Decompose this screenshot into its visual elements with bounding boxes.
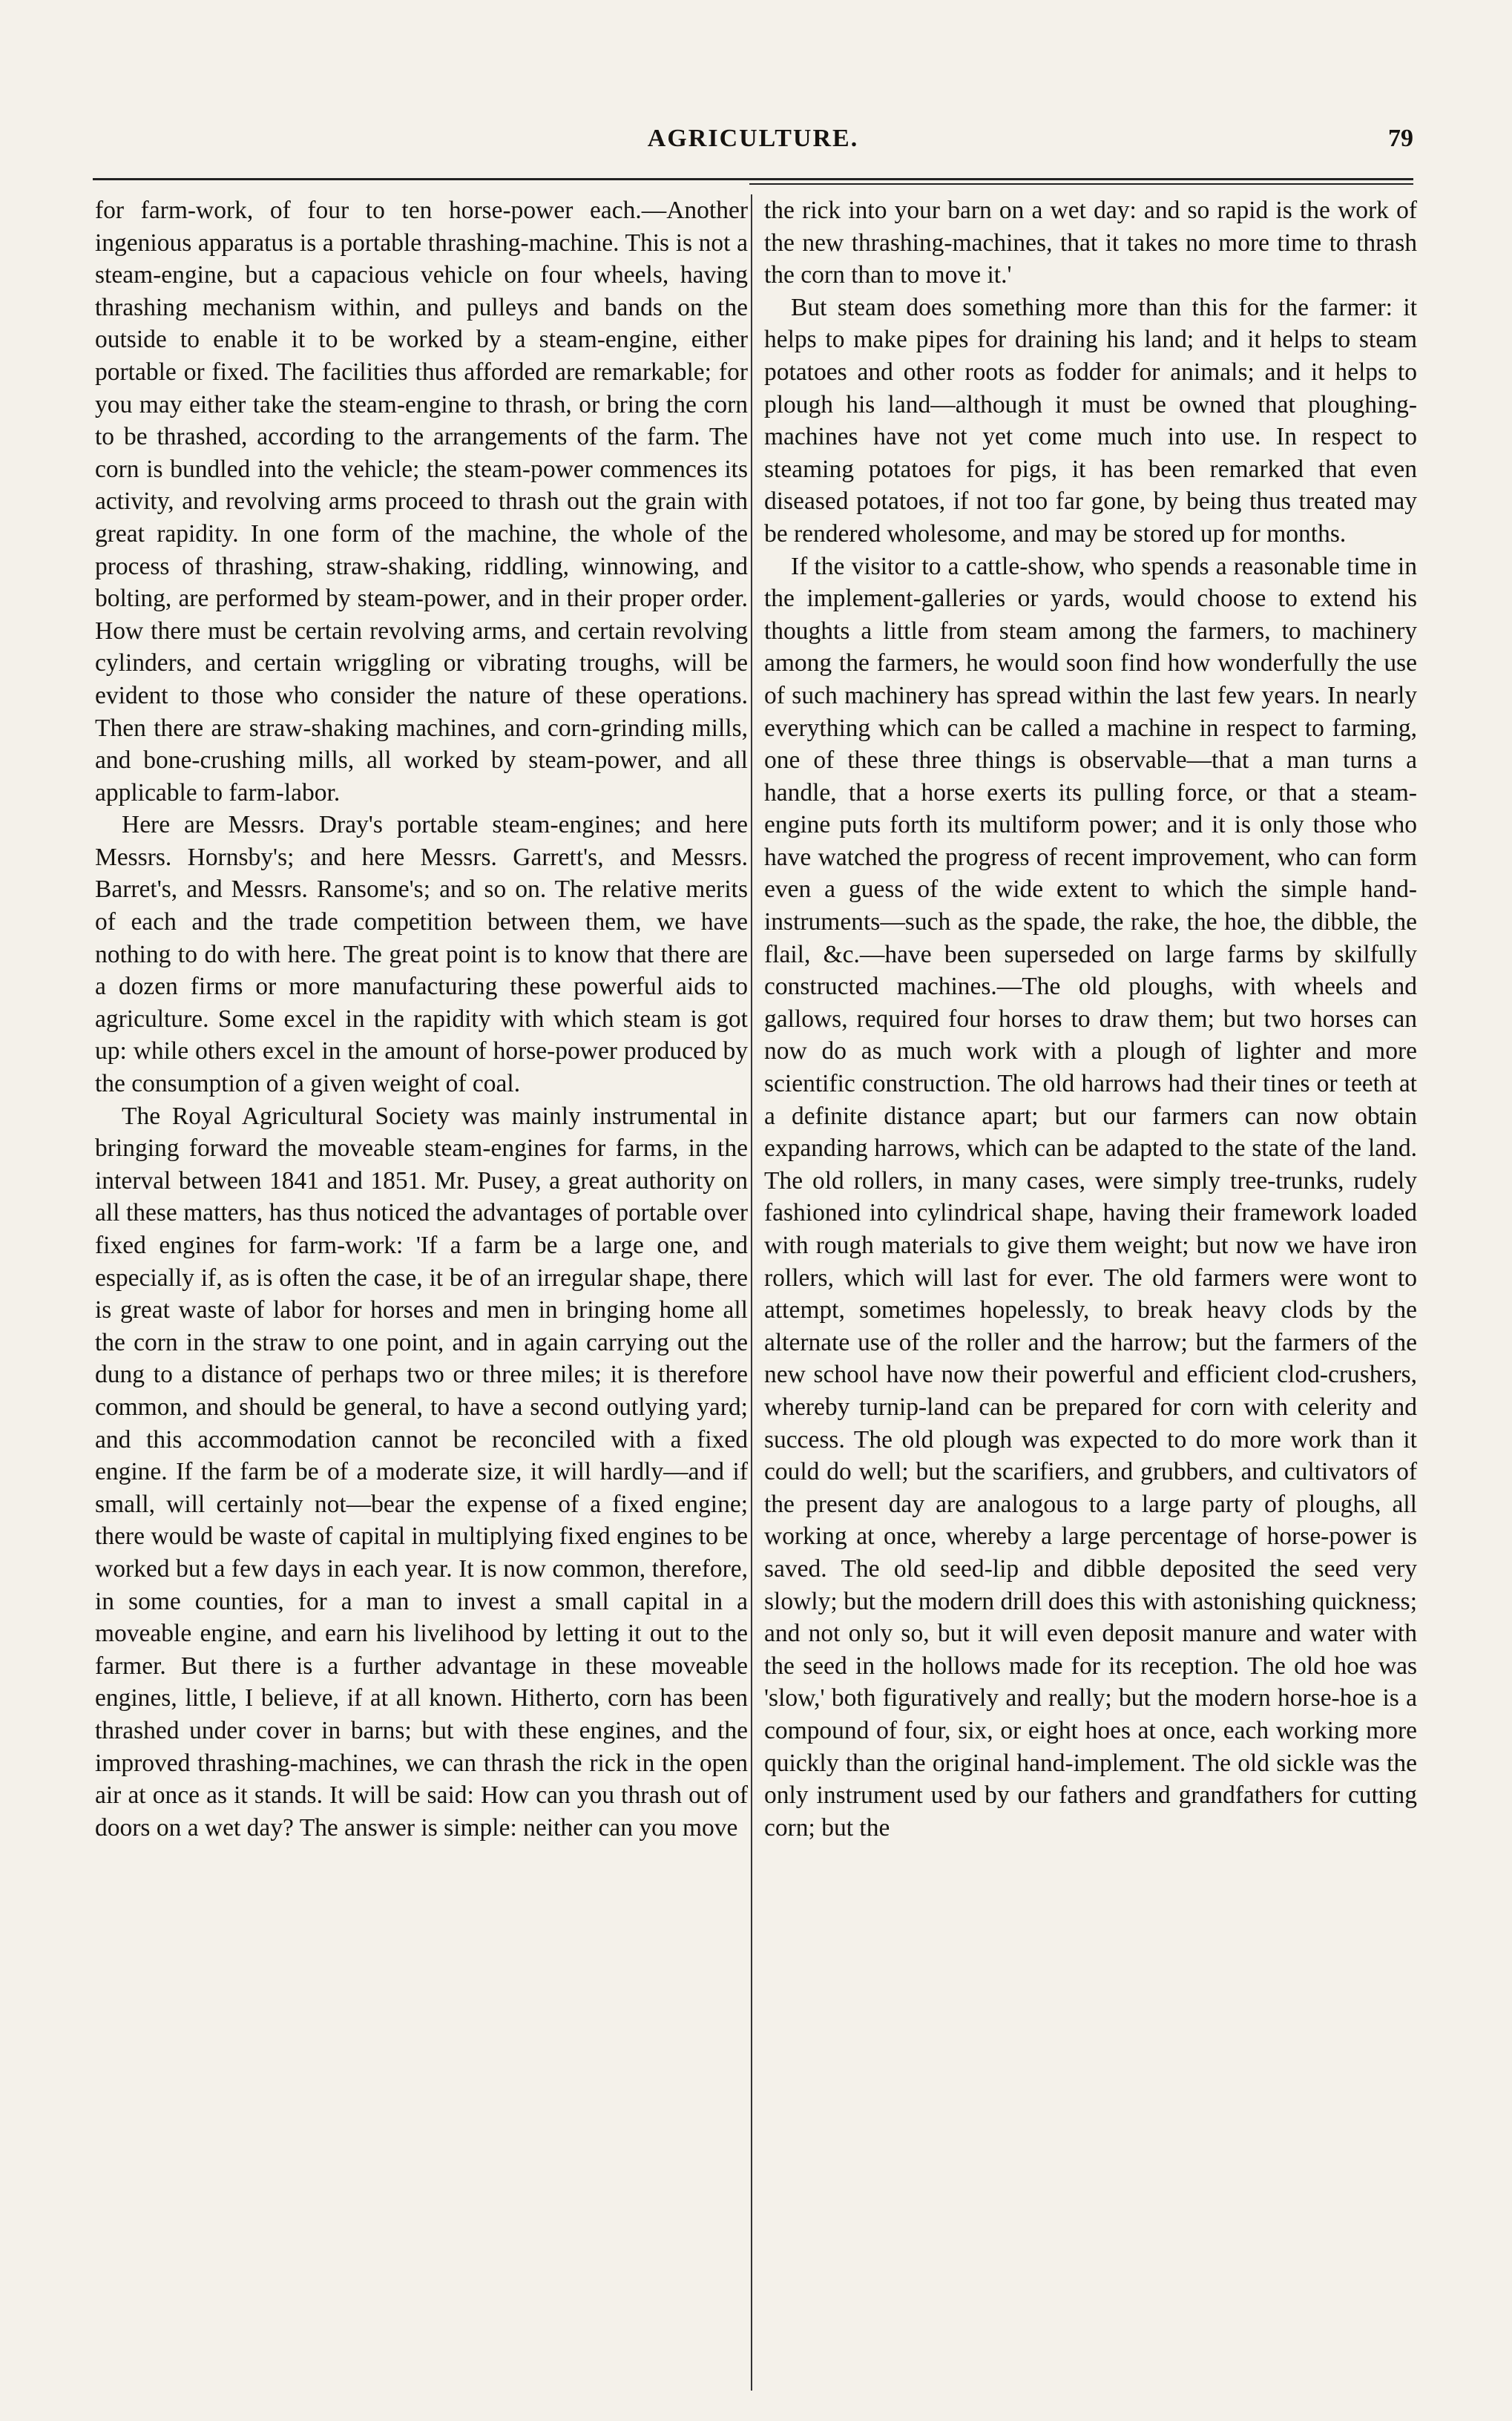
paragraph: The Royal Agricultural Society was mainly instrumental in bringing forward the moveable steam-engines for farms, in the interval between 1841 and 1851. Mr. Pusey, a great authority on all these matters, has thus noticed the advantages of portable over fixed engines for farm-work: 'If a farm be a large one, and especially if, as is often the case, it be of an irregular shape, there is great waste of labor for horses and men in bringing home all the corn in the straw to one point, and in again carrying out the dung to a distance of perhaps two or three miles; it is therefore common, and should be general, to have a second outlying yard; and this accommodation cannot be reconciled with a fixed engine. If the farm be of a moderate size, it will hardly—and if small, will certainly not—bear the expense of a fixed engine; there would be waste of capital in multiplying fixed engines to be worked but a few days in each year. It is now common, therefore, in some counties, for a man to invest a small capital in a moveable engine, and earn his livelihood by letting it out to the farmer. But there is a further advantage in these moveable engines, little, I believe, if at all known. Hitherto, corn has been thrashed under cover in barns; but with these engines, and the improved thrashing-machines, we can thrash the rick in the open air at once as it stands. It will be said: How can you thrash out of doors on a wet day? The answer is simple: neither can you move: [95, 1102, 748, 1842]
column-divider: [751, 194, 752, 2391]
paragraph: Here are Messrs. Dray's portable steam-engines; and here Messrs. Hornsby's; and here Messrs. Garrett's, and Messrs. Barret's, and Messrs. Ransome's; and so on. The relative merits of each and the trade competition between them, we have nothing to do with here. The great point is to know that there are a dozen firms or more manufacturing these powerful aids to agriculture. Some excel in the rapidity with which steam is got up: while others excel in the amount of horse-power produced by the consumption of a given weight of coal.: [95, 811, 748, 1098]
left-column: [95, 194, 748, 1844]
running-title: AGRICULTURE.: [647, 125, 859, 152]
page-number: 79: [1388, 125, 1413, 152]
header-rule-secondary: [749, 183, 1413, 185]
header-rule: [93, 178, 1413, 180]
right-column: [764, 194, 1417, 1844]
paragraph: the rick into your barn on a wet day: and so rapid is the work of the new thrashing-machines, that it takes no more time to thrash the corn than to move it.': [764, 197, 1417, 289]
paragraph: But steam does something more than this for the farmer: it helps to make pipes for draining his land; and it helps to steam potatoes and other roots as fodder for animals; and it helps to plough his land—although it must be owned that ploughing-machines have not yet come much into use. In respect to steaming potatoes for pigs, it has been remarked that even diseased potatoes, if not too far gone, by being thus treated may be rendered wholesome, and may be stored up for months.: [764, 293, 1417, 548]
paragraph: for farm-work, of four to ten horse-power each.—Another ingenious apparatus is a portable thrashing-machine. This is not a steam-engine, but a capacious vehicle on four wheels, having thrashing mechanism within, and pulleys and bands on the outside to enable it to be worked by a steam-engine, either portable or fixed. The facilities thus afforded are remarkable; for you may either take the steam-engine to thrash, or bring the corn to be thrashed, according to the arrangements of the farm. The corn is bundled into the vehicle; the steam-power commences its activity, and revolving arms proceed to thrash out the grain with great rapidity. In one form of the machine, the whole of the process of thrashing, straw-shaking, riddling, winnowing, and bolting, are performed by steam-power, and in their proper order. How there must be certain revolving arms, and certain revolving cylinders, and certain wriggling or vibrating troughs, will be evident to those who consider the nature of these operations. Then there are straw-shaking machines, and corn-grinding mills, and bone-crushing mills, all worked by steam-power, and all applicable to farm-labor.: [95, 197, 748, 807]
paragraph: If the visitor to a cattle-show, who spends a reasonable time in the implement-galleries or yards, would choose to extend his thoughts a little from steam among the farmers, to machinery among the farmers, he would soon find how wonderfully the use of such machinery has spread within the last few years. In nearly everything which can be called a machine in respect to farming, one of these three things is observable—that a man turns a handle, that a horse exerts its pulling force, or that a steam-engine puts forth its multiform power; and it is only those who have watched the progress of recent improvement, who can form even a guess of the wide extent to which the simple hand-instruments—such as the spade, the rake, the hoe, the dibble, the flail, &c.—have been superseded on large farms by skilfully constructed machines.—The old ploughs, with wheels and gallows, required four horses to draw them; but two horses can now do as much work with a plough of lighter and more scientific construction. The old harrows had their tines or teeth at a definite distance apart; but our farmers can now obtain expanding harrows, which can be adapted to the state of the land. The old rollers, in many cases, were simply tree-trunks, rudely fashioned into cylindrical shape, having their framework loaded with rough materials to give them weight; but now we have iron rollers, which will last for ever. The old farmers were wont to attempt, sometimes hopelessly, to break heavy clods by the alternate use of the roller and the harrow; but the farmers of the new school have now their powerful and efficient clod-crushers, whereby turnip-land can be prepared for corn with celerity and success. The old plough was expected to do more work than it could do well; but the scarifiers, and grubbers, and cultivators of the present day are analogous to a large party of ploughs, all working at once, whereby a large percentage of horse-power is saved. The old seed-lip and dibble deposited the seed very slowly; but the modern drill does this with astonishing quickness; and not only so, but it will even deposit manure and water with the seed in the hollows made for its reception. The old hoe was 'slow,' both figuratively and really; but the modern horse-hoe is a compound of four, six, or eight hoes at once, each working more quickly than the original hand-implement. The old sickle was the only instrument used by our fathers and grandfathers for cutting corn; but the: [764, 552, 1417, 1842]
page-header: [93, 125, 1413, 177]
